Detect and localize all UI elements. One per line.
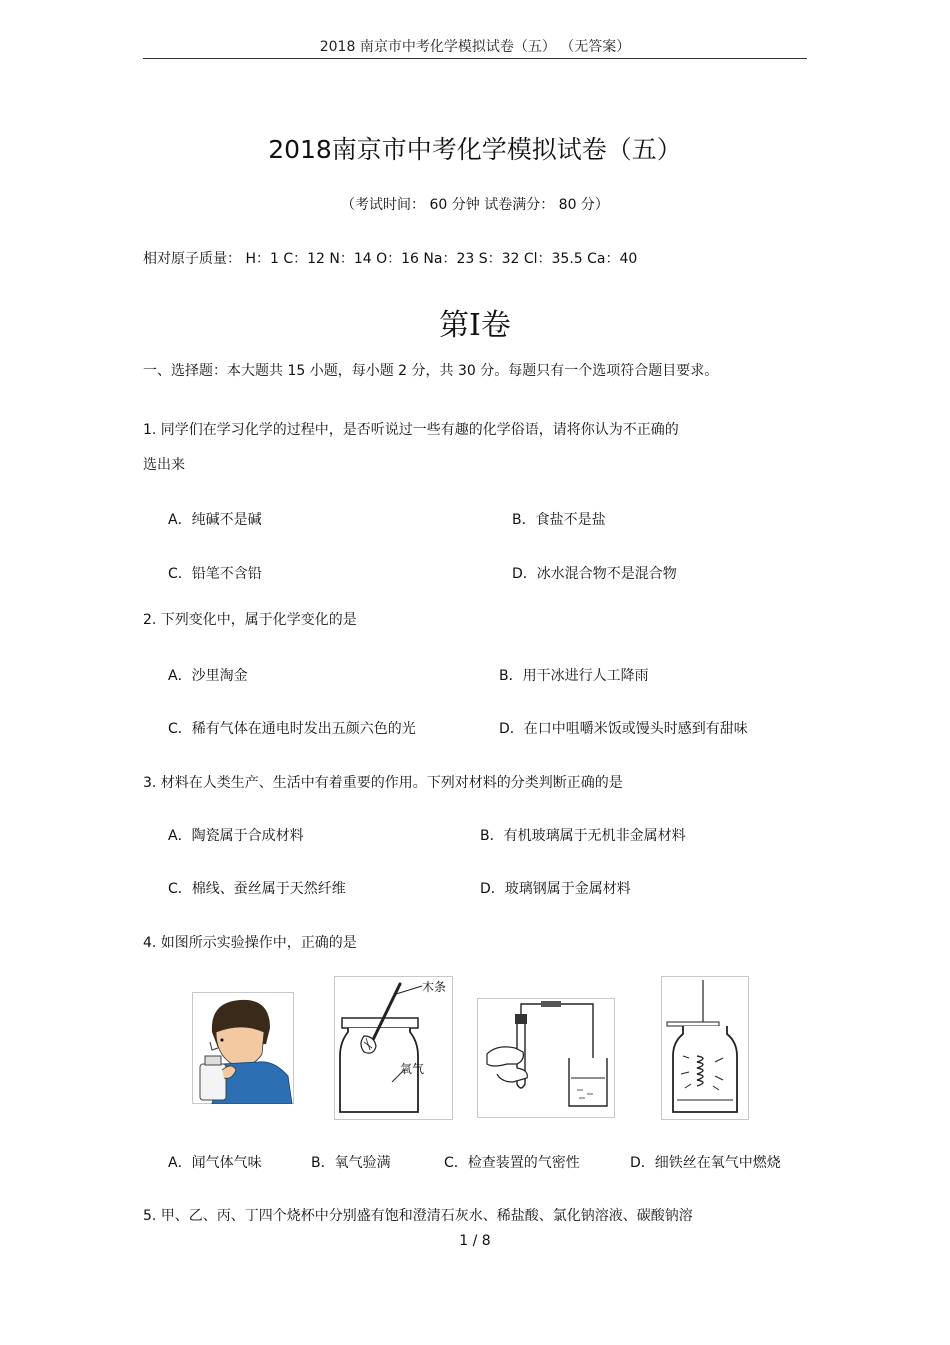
volume-title: 第Ⅰ卷 — [439, 308, 511, 343]
figure-a-smell-gas — [192, 992, 294, 1104]
q3-option-c: C．棉线、蚕丝属于天然纤维 — [168, 881, 346, 897]
q3-option-d: D．玻璃钢属于金属材料 — [480, 881, 631, 897]
oxygen-label: 氧气 — [400, 1062, 425, 1076]
q3-option-a: A．陶瓷属于合成材料 — [168, 828, 304, 844]
q4-option-d: D．细铁丝在氧气中燃烧 — [630, 1155, 781, 1171]
figure-c-airtightness-check — [477, 998, 615, 1118]
header-rule — [143, 58, 807, 59]
wood-stick-label: 木条 — [422, 980, 447, 994]
q1-option-b: B．食盐不是盐 — [512, 512, 606, 528]
question-3-stem: 3. 材料在人类生产、生活中有着重要的作用。下列对材料的分类判断正确的是 — [143, 775, 623, 791]
question-4-stem: 4. 如图所示实验操作中，正确的是 — [143, 935, 357, 951]
q2-option-a: A．沙里淘金 — [168, 668, 248, 684]
q4-option-c: C．检查装置的气密性 — [444, 1155, 580, 1171]
q2-option-b: B．用干冰进行人工降雨 — [499, 668, 649, 684]
q4-option-a: A．闻气体气味 — [168, 1155, 262, 1171]
figure-b-oxygen-test — [334, 976, 454, 1120]
running-header: 2018 南京市中考化学模拟试卷（五） （无答案） — [319, 39, 631, 55]
q2-option-d: D．在口中咀嚼米饭或馒头时感到有甜味 — [499, 721, 748, 737]
figure-d-iron-wire-burning — [661, 976, 749, 1120]
question-1-stem: 1. 同学们在学习化学的过程中，是否听说过一些有趣的化学俗语，请将你认为不正确的 — [143, 422, 679, 438]
section-instructions: 一、选择题：本大题共 15 小题，每小题 2 分，共 30 分。每题只有一个选项符合题目要求。 — [143, 363, 719, 379]
question-2-stem: 2. 下列变化中，属于化学变化的是 — [143, 612, 357, 628]
atomic-masses: 相对原子质量： H：1 C：12 N：14 O：16 Na：23 S：32 Cl：35.5 Ca：40 — [143, 251, 638, 267]
exam-info: （考试时间： 60 分钟 试卷满分： 80 分） — [341, 197, 609, 213]
q2-option-c: C．稀有气体在通电时发出五颜六色的光 — [168, 721, 416, 737]
question-5-stem: 5. 甲、乙、丙、丁四个烧杯中分别盛有饱和澄清石灰水、稀盐酸、氯化钠溶液、碳酸钠溶 — [143, 1208, 693, 1224]
q3-option-b: B．有机玻璃属于无机非金属材料 — [480, 828, 686, 844]
q4-option-b: B．氧气验满 — [311, 1155, 391, 1171]
q1-option-c: C．铅笔不含铅 — [168, 566, 262, 582]
page-number: 1 / 8 — [459, 1233, 491, 1249]
q1-option-a: A．纯碱不是碱 — [168, 512, 262, 528]
q1-option-d: D．冰水混合物不是混合物 — [512, 566, 677, 582]
question-1-stem-cont: 选出来 — [143, 457, 185, 473]
page-title: 2018南京市中考化学模拟试卷（五） — [268, 135, 682, 164]
